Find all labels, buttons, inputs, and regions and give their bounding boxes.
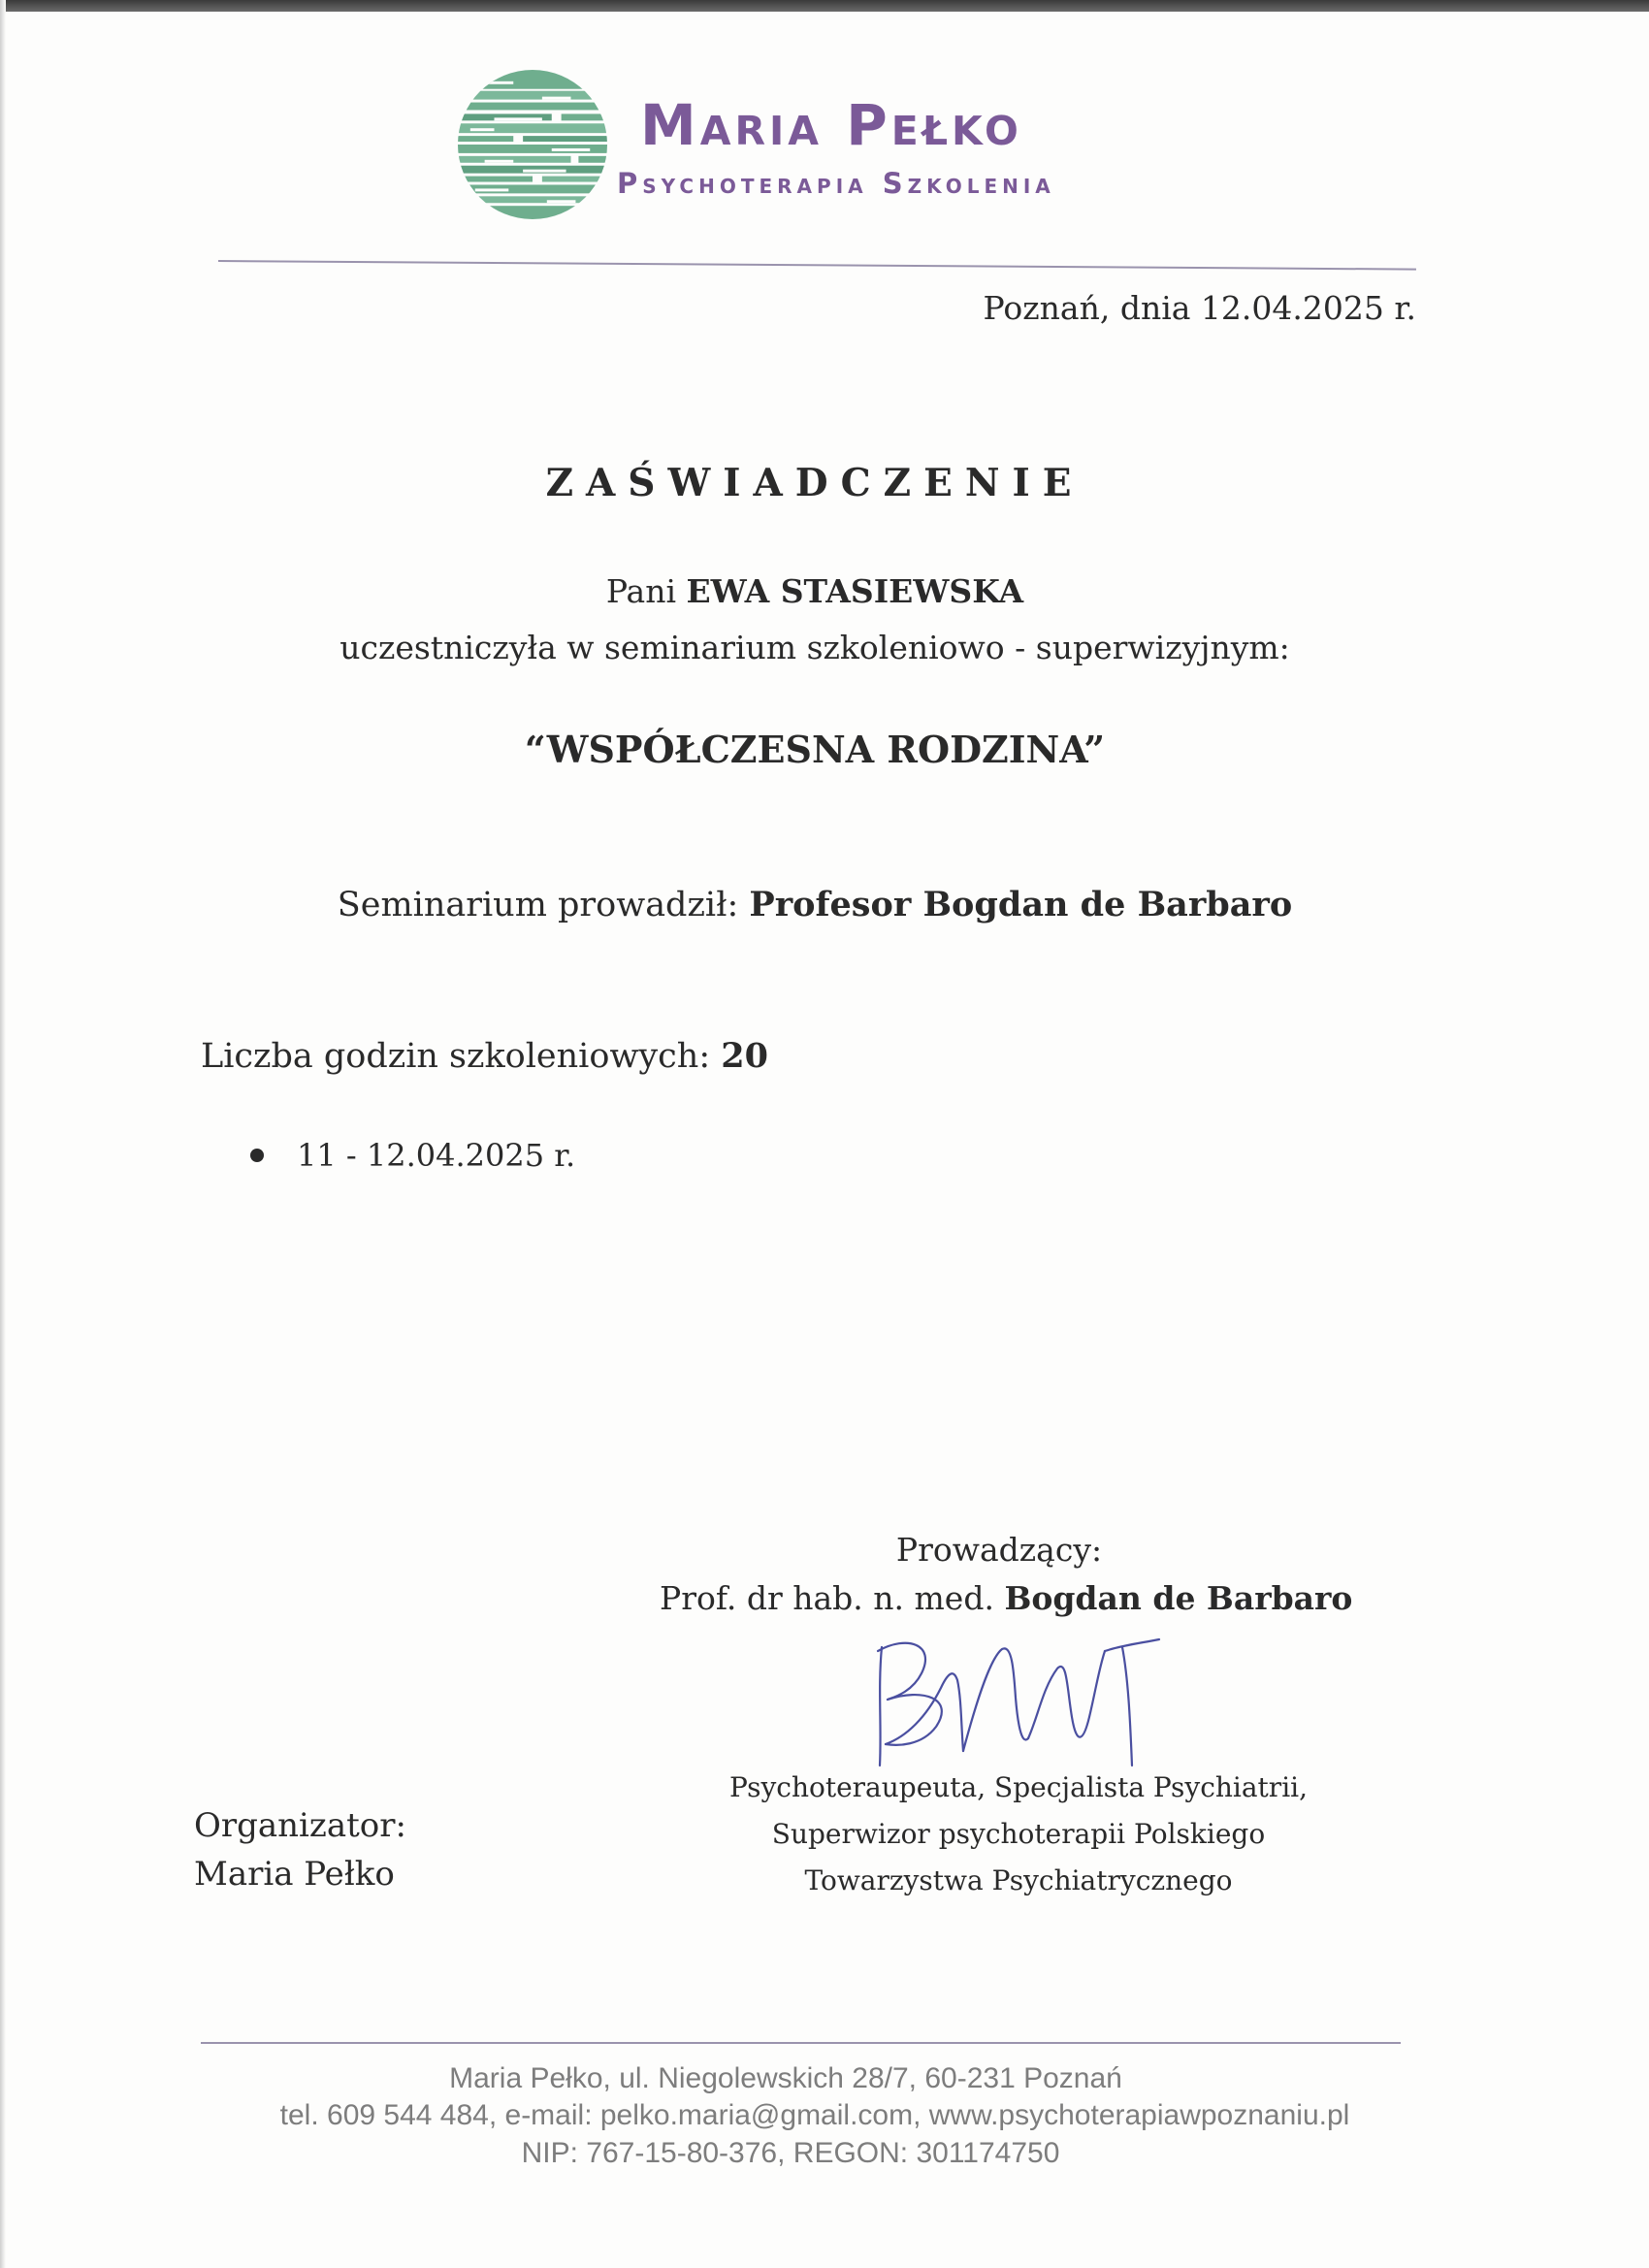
salutation-prefix: Pani bbox=[605, 572, 687, 610]
document-title: ZAŚWIADCZENIE bbox=[545, 461, 1084, 505]
hours-value: 20 bbox=[721, 1036, 768, 1076]
signer-name-line bbox=[660, 1579, 1353, 1617]
bullet-icon bbox=[250, 1149, 264, 1162]
scan-edge-left bbox=[0, 0, 6, 2268]
signer-role: Prowadzący: bbox=[895, 1531, 1103, 1569]
leader-name: Profesor Bogdan de Barbaro bbox=[749, 885, 1293, 924]
scan-edge-top bbox=[0, 0, 1649, 12]
signer-credential: Psychoteraupeuta, Specjalista Psychiatrii, bbox=[729, 1771, 1308, 1803]
seminar-dates: 11 - 12.04.2025 r. bbox=[297, 1137, 576, 1174]
signer-name: Bogdan de Barbaro bbox=[1004, 1579, 1353, 1617]
footer-address: Maria Pełko, ul. Niegolewskich 28/7, 60-231 Poznań bbox=[449, 2062, 1122, 2094]
organizer-name: Maria Pełko bbox=[194, 1855, 395, 1894]
water-reflection-logo-icon bbox=[456, 68, 609, 221]
footer-divider bbox=[201, 2042, 1401, 2044]
seminar-title: “WSPÓŁCZESNA RODZINA” bbox=[524, 728, 1106, 771]
brand-tagline: Psychoterapia Szkolenia bbox=[617, 167, 1055, 200]
participant-name: EWA STASIEWSKA bbox=[686, 572, 1024, 610]
footer-company-ids: NIP: 767-15-80-376, REGON: 301174750 bbox=[521, 2137, 1060, 2169]
organizer-label: Organizator: bbox=[194, 1806, 406, 1845]
participant-line bbox=[165, 572, 1465, 610]
brand-name: Maria Pełko bbox=[640, 92, 1022, 158]
issue-date: Poznań, dnia 12.04.2025 r. bbox=[983, 289, 1416, 327]
header-divider bbox=[218, 260, 1416, 271]
signer-credential: Towarzystwa Psychiatrycznego bbox=[804, 1864, 1233, 1896]
leader-prefix: Seminarium prowadził: bbox=[337, 886, 750, 924]
handwritten-signature bbox=[868, 1630, 1227, 1775]
signer-credential: Superwizor psychoterapii Polskiego bbox=[771, 1818, 1266, 1850]
seminar-leader-line bbox=[165, 885, 1465, 924]
footer-contact: tel. 609 544 484, e-mail: pelko.maria@gmail.com, www.psychoterapiawpoznaniu.pl bbox=[279, 2099, 1350, 2131]
signer-title: Prof. dr hab. n. med. bbox=[660, 1579, 1005, 1617]
list-item bbox=[250, 1137, 575, 1174]
hours-label: Liczba godzin szkoleniowych: bbox=[201, 1037, 722, 1076]
participation-text: uczestniczyła w seminarium szkoleniowo - superwizyjnym: bbox=[340, 629, 1290, 666]
training-hours-line bbox=[201, 1036, 768, 1076]
